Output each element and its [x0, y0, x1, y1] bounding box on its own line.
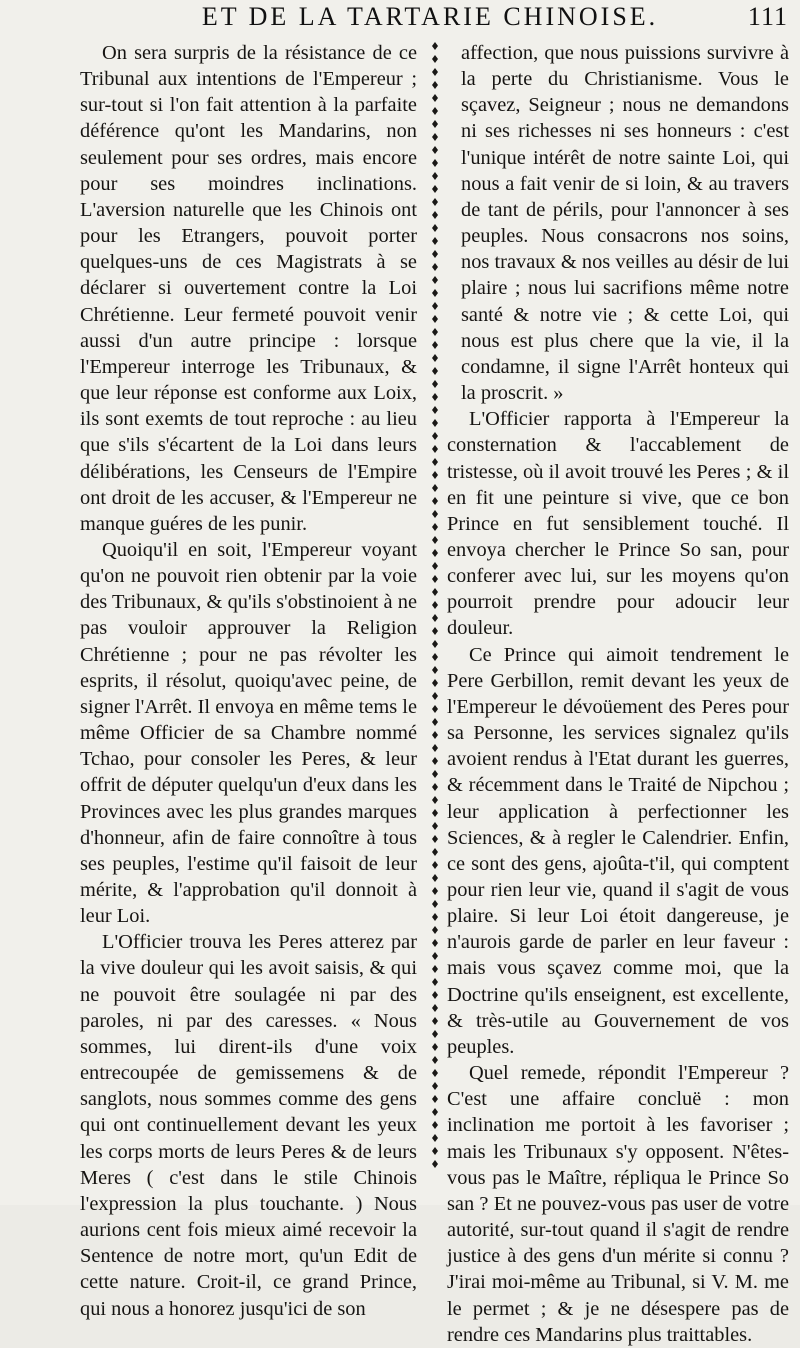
right-column [447, 40, 789, 1348]
fleuron-ornament [432, 1004, 438, 1012]
fleuron-ornament [432, 1043, 438, 1051]
fleuron-ornament [432, 744, 438, 752]
fleuron-ornament [432, 692, 438, 700]
fleuron-ornament [432, 1069, 438, 1077]
fleuron-ornament [432, 94, 438, 102]
fleuron-ornament [432, 887, 438, 895]
fleuron-ornament [432, 900, 438, 908]
fleuron-ornament [432, 315, 438, 323]
fleuron-ornament [432, 484, 438, 492]
fleuron-ornament [432, 679, 438, 687]
running-head: ET DE LA TARTARIE CHINOISE. [201, 2, 659, 31]
fleuron-ornament [432, 380, 438, 388]
fleuron-ornament [432, 783, 438, 791]
fleuron-ornament [432, 1030, 438, 1038]
fleuron-ornament [432, 224, 438, 232]
paragraph: Ce Prince qui aimoit tendrement le Pere Gerbillon, remit devant les yeux de l'Empereur le dévoüement des Peres pour sa Personne, les services signalez qu'ils avoient rendus à l'Etat durant les guerres, & récemment dans le Traité de Nipchou ; leur application à perfectionner les Sciences, & à regler le Calendrier. Enfin, ce sont des gens, ajoûta-t'il, qui comptent pour rien leur vie, quand il s'agit de vous plaire. Si leur Loi étoit dangereuse, je n'aurois garde de parler en leur faveur : mais vous sçavez comme moi, que la Doctrine qu'ils enseignent, est excellente, & très-utile au Gouvernement de vos peuples. [447, 643, 789, 1058]
fleuron-ornament [432, 1095, 438, 1103]
fleuron-ornament [432, 653, 438, 661]
fleuron-ornament [432, 237, 438, 245]
fleuron-ornament [432, 1017, 438, 1025]
fleuron-ornament [432, 796, 438, 804]
fleuron-ornament [432, 146, 438, 154]
column-divider-ornament [429, 42, 441, 1177]
fleuron-ornament [432, 172, 438, 180]
fleuron-ornament [432, 1056, 438, 1064]
paragraph: L'Officier rapporta à l'Empereur la consternation & l'accablement de tristesse, où il avoit trouvé les Peres ; & il en fit une peinture si vive, que ce bon Prince en fut sensiblement touché. Il envoya chercher le Prince So san, pour conferer avec lui, sur les moyens qu'on pourroit prendre pour adoucir leur douleur. [447, 408, 789, 640]
fleuron-ornament [432, 1147, 438, 1155]
fleuron-ornament [432, 393, 438, 401]
fleuron-ornament [432, 211, 438, 219]
fleuron-ornament [432, 107, 438, 115]
fleuron-ornament [432, 640, 438, 648]
fleuron-ornament [432, 1082, 438, 1090]
fleuron-ornament [432, 588, 438, 596]
fleuron-ornament [432, 159, 438, 167]
fleuron-ornament [432, 367, 438, 375]
fleuron-ornament [432, 302, 438, 310]
fleuron-ornament [432, 276, 438, 284]
paragraph: affection, que nous puissions survivre à la perte du Christianisme. Vous le sçavez, Seigneur ; nous ne demandons ni ses richesses ni ses honneurs : c'est l'unique intérêt de notre sainte Loi, qui nous a fait venir de si loin, & au travers de tant de périls, pour l'annoncer à ses peuples. Nous consacrons nos soins, nos travaux & nos veilles au désir de lui plaire ; nous lui sacrifions même notre santé & notre vie ; & cette Loi, qui nous est plus chere que la vie, il la condamne, il signe l'Arrêt honteux qui la proscrit. » [461, 42, 789, 405]
fleuron-ornament [432, 263, 438, 271]
fleuron-ornament [432, 445, 438, 453]
fleuron-ornament [432, 835, 438, 843]
fleuron-ornament [432, 562, 438, 570]
fleuron-ornament [432, 926, 438, 934]
paragraph: Quel remede, répondit l'Empereur ? C'est une affaire concluë : mon inclination me portoit à les favoriser ; mais les Tribunaux s'y opposent. N'êtes-vous pas le Maître, répliqua le Prince So san ? Et ne pouvez-vous pas user de votre autorité, sur-tout quand il s'agit de rendre justice à des gens d'un mérite si connu ? J'irai moi-même au Tribunal, si V. M. me le permet ; & je ne désespere pas de rendre ces Mandarins plus traittables. [447, 1062, 789, 1346]
paragraph: L'Officier trouva les Peres atterez par la vive douleur qui les avoit saisis, & qui ne pouvoit être soulagée ni par des paroles, ni par des caresses. « Nous sommes, lui dirent-ils d'une voix entrecoupée de gemissemens & de sanglots, nous sommes comme des gens qui ont continuellement devant les yeux les corps morts de leurs Peres & de leurs Meres ( c'est dans le stile Chinois l'expression la plus touchante. ) Nous aurions cent fois mieux aimé recevoir la Sentence de notre mort, qu'un Edit de cette nature. Croit-il, ce grand Prince, qui nous a honorez jusqu'ici de son [80, 931, 417, 1320]
fleuron-ornament [432, 1160, 438, 1168]
page-number: 111 [747, 2, 788, 31]
fleuron-ornament [432, 718, 438, 726]
left-column [80, 40, 417, 1322]
fleuron-ornament [432, 861, 438, 869]
fleuron-ornament [432, 250, 438, 258]
fleuron-ornament [432, 965, 438, 973]
fleuron-ornament [432, 666, 438, 674]
fleuron-ornament [432, 939, 438, 947]
fleuron-ornament [432, 536, 438, 544]
fleuron-ornament [432, 757, 438, 765]
fleuron-ornament [432, 549, 438, 557]
fleuron-ornament [432, 614, 438, 622]
fleuron-ornament [432, 510, 438, 518]
fleuron-ornament [432, 952, 438, 960]
fleuron-ornament [432, 120, 438, 128]
fleuron-ornament [432, 1134, 438, 1142]
fleuron-ornament [432, 991, 438, 999]
fleuron-ornament [432, 627, 438, 635]
fleuron-ornament [432, 523, 438, 531]
fleuron-ornament [432, 822, 438, 830]
fleuron-ornament [432, 419, 438, 427]
fleuron-ornament [432, 354, 438, 362]
fleuron-ornament [432, 1108, 438, 1116]
fleuron-ornament [432, 42, 438, 50]
fleuron-ornament [432, 198, 438, 206]
paragraph: On sera surpris de la résistance de ce Tribunal aux intentions de l'Empereur ; sur-tout si l'on fait attention à la parfaite déférence qu'ont les Mandarins, non seulement pour ses ordres, mais encore pour ses moindres inclinations. L'aversion naturelle que les Chinois ont pour les Etrangers, pouvoit porter quelques-uns de ces Magistrats à se déclarer si ouvertement contre la Loi Chrétienne. Leur fermeté pouvoit venir aussi d'un autre principe : lorsque l'Empereur interroge les Tribunaux, & que leur réponse est conforme aux Loix, ils sont exemts de tout reproche : au lieu que s'ils s'écartent de la Loi dans leurs délibérations, les Censeurs de l'Empire ont droit de les accuser, & l'Empereur ne manque guéres de les punir. [80, 42, 417, 535]
fleuron-ornament [432, 55, 438, 63]
fleuron-ornament [432, 471, 438, 479]
fleuron-ornament [432, 406, 438, 414]
fleuron-ornament [432, 601, 438, 609]
fleuron-ornament [432, 1121, 438, 1129]
fleuron-ornament [432, 68, 438, 76]
fleuron-ornament [432, 81, 438, 89]
fleuron-ornament [432, 185, 438, 193]
fleuron-ornament [432, 289, 438, 297]
fleuron-ornament [432, 497, 438, 505]
fleuron-ornament [432, 848, 438, 856]
fleuron-ornament [432, 770, 438, 778]
fleuron-ornament [432, 341, 438, 349]
fleuron-ornament [432, 432, 438, 440]
fleuron-ornament [432, 458, 438, 466]
fleuron-ornament [432, 328, 438, 336]
fleuron-ornament [432, 913, 438, 921]
fleuron-ornament [432, 133, 438, 141]
fleuron-ornament [432, 874, 438, 882]
fleuron-ornament [432, 575, 438, 583]
fleuron-ornament [432, 978, 438, 986]
paragraph: Quoiqu'il en soit, l'Empereur voyant qu'on ne pouvoit rien obtenir par la voie des Tribunaux, & qu'ils s'obstinoient à ne pas vouloir approuver la Religion Chrétienne ; pour ne pas révolter les esprits, il résolut, quoiqu'avec peine, de signer l'Arrêt. Il envoya en même tems le même Officier de sa Chambre nommé Tchao, pour consoler les Peres, & leur offrit de députer quelqu'un d'eux dans les Provinces avec les plus grandes marques d'honneur, afin de faire connoître à tous ses peuples, l'estime qu'il faisoit de leur mérite, & l'approbation qu'il donnoit à leur Loi. [80, 538, 417, 928]
fleuron-ornament [432, 705, 438, 713]
fleuron-ornament [432, 809, 438, 817]
fleuron-ornament [432, 731, 438, 739]
